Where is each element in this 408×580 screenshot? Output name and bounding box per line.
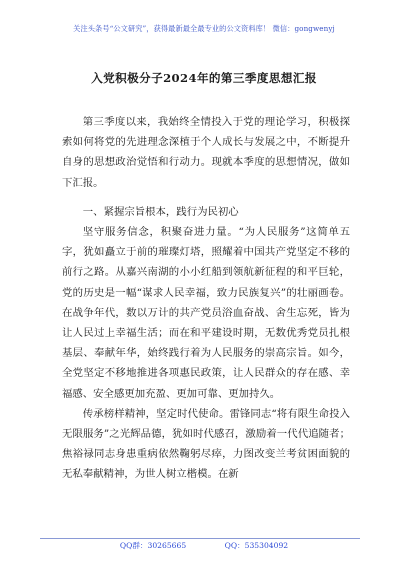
body-paragraph: 传承榜样精神，坚定时代使命。雷锋同志“将有限生命投入无限服务”之光辉品德，犹如时代感召，激励着一代代追随者；焦裕禄同志身患重病依然鞠躬尽瘁，力图改变兰考贫困面貌的无私奉献精神，为世人树立楷模。在新: [62, 407, 350, 481]
footer-divider: [40, 538, 360, 539]
footer-qq-number: QQ：535304092: [224, 541, 289, 550]
document-title: 入党积极分子2024年的第三季度思想汇报: [91, 71, 317, 85]
intro-paragraph: 第三季度以来，我始终全情投入于党的理论学习，积极探索如何将党的先进理念深植于个人成长与发展之中，不断提升自身的思想政治觉悟和行动力。现就本季度的思想情况，做如下汇报。: [62, 116, 350, 189]
footer-qq-group: QQ群：30265665: [119, 541, 187, 550]
body-paragraph: 坚守服务信念，积聚奋进力量。“为人民服务”这简单五字，犹如矗立于前的璀璨灯塔，照耀着中国共产党坚定不移的前行之路。从嘉兴南湖的小小红船到领航新征程的和平巨轮，党的历史是一幅“谋求人民幸福，致力民族复兴”的壮丽画卷。在战争年代，数以万计的共产党员浴血奋战、舍生忘死，皆为让人民过上幸福生活；而在和平建设时期，无数优秀党员扎根基层、奉献年华，始终践行着为人民服务的崇高宗旨。如今，全党坚定不移地推进各项惠民政策，让人民群众的存在感、幸福感、安全感更加充盈、更加可靠、更加持久。: [62, 226, 350, 400]
header-banner: 关注头条号“公文研究”，获得最新最全最专业的公文资料库！ 微信：gongwenyj: [73, 24, 335, 33]
document-body: [62, 112, 350, 485]
section-heading: 一、紧握宗旨根本，践行为民初心: [82, 205, 239, 218]
footer: [0, 540, 408, 551]
